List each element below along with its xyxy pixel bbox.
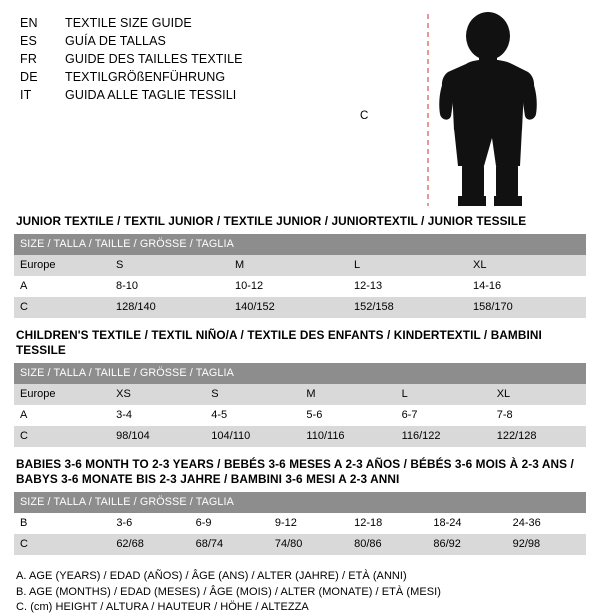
cell: 5-6 — [300, 405, 395, 426]
row-label: C — [14, 297, 110, 318]
row-label: Europe — [14, 255, 110, 276]
section-title: CHILDREN'S TEXTILE / TEXTIL NIÑO/A / TEXTILE DES ENFANTS / KINDERTEXTIL / BAMBINI TESSILE — [16, 328, 542, 357]
cell: 12-13 — [348, 276, 467, 297]
language-code: FR — [20, 52, 38, 66]
cell: 140/152 — [229, 297, 348, 318]
cell: 8-10 — [110, 276, 229, 297]
cell: 104/110 — [205, 426, 300, 447]
table-row — [14, 255, 586, 276]
table-header-row — [14, 363, 586, 384]
cell: XL — [491, 384, 586, 405]
cell: 68/74 — [190, 534, 269, 555]
section-childrens-textile — [14, 328, 586, 447]
cell: L — [396, 384, 491, 405]
table-row — [14, 426, 586, 447]
cell: 152/158 — [348, 297, 467, 318]
cell: 6-9 — [190, 513, 269, 534]
legend — [14, 569, 586, 616]
language-row — [20, 32, 350, 50]
section-title: BABIES 3-6 MONTH TO 2-3 YEARS / BEBÉS 3-6 MESES A 2-3 AÑOS / BÉBÉS 3-6 MOIS À 2-3 ANS / BABYS 3-6 MONATE BIS 2-3 JAHRE / BAMBINI 3-6 MESI A 2-3 ANNI — [16, 457, 574, 486]
child-silhouette-icon — [416, 10, 576, 210]
cell: 12-18 — [348, 513, 427, 534]
section-junior-textile — [14, 214, 586, 318]
language-title: GUÍA DE TALLAS — [65, 34, 166, 48]
cell: 116/122 — [396, 426, 491, 447]
table-header-cell: SIZE / TALLA / TAILLE / GRÖSSE / TAGLIA — [20, 367, 234, 379]
legend-line-c: C. (cm) HEIGHT / ALTURA / HAUTEUR / HÖHE / ALTEZZA — [16, 601, 309, 613]
cell: 18-24 — [427, 513, 506, 534]
junior-size-table — [14, 234, 586, 318]
cell: 3-4 — [110, 405, 205, 426]
language-code: IT — [20, 88, 32, 102]
table-row — [14, 297, 586, 318]
cell: 62/68 — [110, 534, 189, 555]
table-header-cell: SIZE / TALLA / TAILLE / GRÖSSE / TAGLIA — [20, 496, 234, 508]
cell: 158/170 — [467, 297, 586, 318]
language-list — [14, 14, 350, 104]
language-row — [20, 14, 350, 32]
babies-size-table — [14, 492, 586, 555]
row-label: Europe — [14, 384, 110, 405]
row-label: A — [14, 405, 110, 426]
cell: 14-16 — [467, 276, 586, 297]
language-title: TEXTILGRÖßENFÜHRUNG — [65, 70, 226, 84]
table-row — [14, 534, 586, 555]
cell: 98/104 — [110, 426, 205, 447]
table-header-cell: SIZE / TALLA / TAILLE / GRÖSSE / TAGLIA — [20, 238, 234, 250]
language-row — [20, 86, 350, 104]
row-label: C — [14, 426, 110, 447]
cell: 3-6 — [110, 513, 189, 534]
cell: 80/86 — [348, 534, 427, 555]
cell: 7-8 — [491, 405, 586, 426]
language-title: TEXTILE SIZE GUIDE — [65, 16, 192, 30]
cell: XS — [110, 384, 205, 405]
cell: 92/98 — [507, 534, 586, 555]
table-header-row — [14, 234, 586, 255]
cell: 74/80 — [269, 534, 348, 555]
language-title: GUIDA ALLE TAGLIE TESSILI — [65, 88, 237, 102]
cell: L — [348, 255, 467, 276]
cell: 128/140 — [110, 297, 229, 318]
language-row — [20, 68, 350, 86]
table-row — [14, 384, 586, 405]
cell: 4-5 — [205, 405, 300, 426]
measure-label-c: C — [360, 110, 369, 122]
section-babies-textile — [14, 457, 586, 555]
measurement-figure — [350, 14, 586, 204]
language-code: DE — [20, 70, 38, 84]
header-area — [14, 14, 586, 204]
table-row — [14, 405, 586, 426]
cell: XL — [467, 255, 586, 276]
language-title: GUIDE DES TAILLES TEXTILE — [65, 52, 243, 66]
cell: M — [229, 255, 348, 276]
cell: 110/116 — [300, 426, 395, 447]
table-row — [14, 513, 586, 534]
row-label: B — [14, 513, 110, 534]
cell: 6-7 — [396, 405, 491, 426]
cell: 24-36 — [507, 513, 586, 534]
section-title: JUNIOR TEXTILE / TEXTIL JUNIOR / TEXTILE JUNIOR / JUNIORTEXTIL / JUNIOR TESSILE — [16, 214, 527, 228]
cell: S — [205, 384, 300, 405]
cell: 9-12 — [269, 513, 348, 534]
cell: S — [110, 255, 229, 276]
table-row — [14, 276, 586, 297]
cell: 10-12 — [229, 276, 348, 297]
cell: 122/128 — [491, 426, 586, 447]
language-code: ES — [20, 34, 38, 48]
language-row — [20, 50, 350, 68]
cell: 86/92 — [427, 534, 506, 555]
legend-line-a: A. AGE (YEARS) / EDAD (AÑOS) / ÂGE (ANS) / ALTER (JAHRE) / ETÀ (ANNI) — [16, 570, 407, 582]
row-label: C — [14, 534, 110, 555]
table-header-row — [14, 492, 586, 513]
legend-line-b: B. AGE (MONTHS) / EDAD (MESES) / ÂGE (MOIS) / ALTER (MONATE) / ETÀ (MESI) — [16, 585, 441, 598]
children-size-table — [14, 363, 586, 447]
cell: M — [300, 384, 395, 405]
language-code: EN — [20, 16, 38, 30]
row-label: A — [14, 276, 110, 297]
